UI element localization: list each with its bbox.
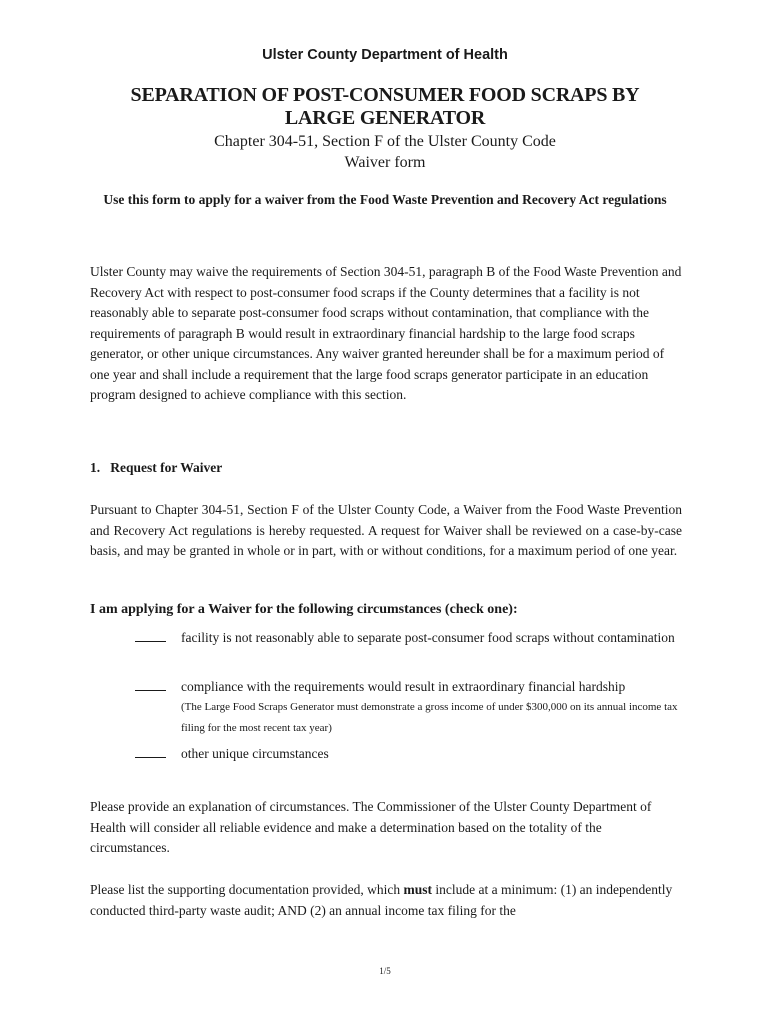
checklist-heading: I am applying for a Waiver for the following circumstances (check one): bbox=[90, 602, 518, 617]
intro-paragraph: Ulster County may waive the requirements of Section 304-51, paragraph B of the Food Waste Prevention and Recovery Act with respect to post-consumer food scraps if the County determines that a facility is not reasonably able to separate post-consumer food scraps without contamination, that compliance with the requirements of paragraph B would result in extraordinary financial hardship to the large food scraps generator, or other unique circumstances. Any waiver granted hereunder shall be for a maximum period of one year and shall include a requirement that the large food scraps generator participate in an education program designed to achieve compliance with this section. bbox=[90, 264, 682, 402]
section-1-paragraph: Pursuant to Chapter 304-51, Section F of the Ulster County Code, a Waiver from the Food Waste Prevention and Recovery Act regulations is hereby requested. A request for Waiver shall be reviewed on a case-by-case basis, and may be granted in whole or in part, with or without conditions, for a maximum period of one year. bbox=[90, 502, 682, 558]
documentation-text-end: include at a minimum: (1) an independently conducted third-party waste audit; AND (2) an annual income tax filing for the bbox=[90, 882, 673, 918]
option-text: other unique circumstances bbox=[181, 746, 329, 761]
option-text: compliance with the requirements would result in extraordinary financial hardship bbox=[181, 679, 626, 694]
title-line-1: SEPARATION OF POST-CONSUMER FOOD SCRAPS BY bbox=[130, 84, 640, 106]
checkbox-blank-line[interactable] bbox=[135, 676, 166, 691]
option-label bbox=[181, 676, 691, 739]
documentation-paragraph bbox=[90, 880, 682, 921]
option-label bbox=[181, 743, 691, 764]
document-subtitle bbox=[0, 131, 770, 173]
checkbox-blank-line[interactable] bbox=[135, 743, 166, 758]
explanation-paragraph: Please provide an explanation of circumstances. The Commissioner of the Ulster County Department of Health will consider all reliable evidence and make a determination based on the totality of the circumstances. bbox=[90, 799, 652, 855]
department-header: Ulster County Department of Health bbox=[262, 47, 508, 63]
option-text: facility is not reasonably able to separate post-consumer food scraps without contamination bbox=[181, 630, 675, 645]
checkbox-blank-line[interactable] bbox=[135, 627, 166, 642]
form-name: Waiver form bbox=[344, 154, 426, 171]
title-line-2: LARGE GENERATOR bbox=[284, 107, 486, 129]
page-number: 1/5 bbox=[379, 966, 391, 976]
document-title bbox=[60, 84, 710, 130]
option-label bbox=[181, 627, 691, 648]
section-1-heading: 1. Request for Waiver bbox=[90, 460, 223, 475]
form-instruction: Use this form to apply for a waiver from the Food Waste Prevention and Recovery Act regulations bbox=[103, 192, 667, 207]
option-note: (The Large Food Scraps Generator must demonstrate a gross income of under $300,000 on its annual income tax filing for the most recent tax year) bbox=[181, 701, 678, 734]
documentation-must: must bbox=[403, 882, 432, 897]
chapter-reference: Chapter 304-51, Section F of the Ulster County Code bbox=[214, 133, 556, 150]
documentation-text-start: Please list the supporting documentation provided, which bbox=[90, 882, 404, 897]
